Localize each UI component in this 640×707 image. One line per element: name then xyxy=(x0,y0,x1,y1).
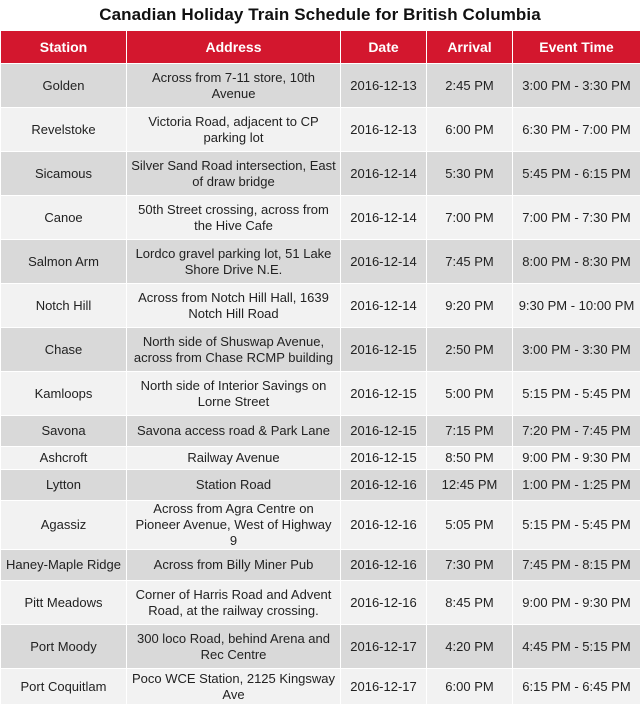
cell-arrival: 9:20 PM xyxy=(427,284,513,328)
cell-arrival: 7:15 PM xyxy=(427,416,513,447)
cell-station: Kamloops xyxy=(1,372,127,416)
cell-arrival: 12:45 PM xyxy=(427,470,513,501)
cell-arrival: 5:05 PM xyxy=(427,501,513,550)
cell-date: 2016-12-17 xyxy=(341,669,427,705)
table-row xyxy=(1,64,640,108)
cell-arrival: 2:50 PM xyxy=(427,328,513,372)
cell-date: 2016-12-17 xyxy=(341,625,427,669)
cell-event-time: 5:15 PM - 5:45 PM xyxy=(513,372,640,416)
table-row xyxy=(1,372,640,416)
cell-station: Ashcroft xyxy=(1,447,127,470)
cell-arrival: 7:30 PM xyxy=(427,550,513,581)
cell-address: North side of Interior Savings on Lorne Street xyxy=(127,372,341,416)
cell-date: 2016-12-15 xyxy=(341,328,427,372)
cell-date: 2016-12-15 xyxy=(341,416,427,447)
cell-station: Chase xyxy=(1,328,127,372)
table-row xyxy=(1,550,640,581)
cell-address: North side of Shuswap Avenue, across from Chase RCMP building xyxy=(127,328,341,372)
table-row xyxy=(1,240,640,284)
cell-date: 2016-12-13 xyxy=(341,64,427,108)
cell-station: Sicamous xyxy=(1,152,127,196)
cell-address: Poco WCE Station, 2125 Kingsway Ave xyxy=(127,669,341,705)
cell-event-time: 7:00 PM - 7:30 PM xyxy=(513,196,640,240)
table-header-row xyxy=(1,31,640,64)
cell-date: 2016-12-16 xyxy=(341,581,427,625)
cell-address: Station Road xyxy=(127,470,341,501)
cell-address: Across from Notch Hill Hall, 1639 Notch Hill Road xyxy=(127,284,341,328)
header-date: Date xyxy=(341,31,427,64)
cell-arrival: 5:00 PM xyxy=(427,372,513,416)
cell-date: 2016-12-14 xyxy=(341,152,427,196)
cell-arrival: 5:30 PM xyxy=(427,152,513,196)
table-row xyxy=(1,447,640,470)
table-row xyxy=(1,152,640,196)
table-row xyxy=(1,581,640,625)
table-row xyxy=(1,284,640,328)
table-row xyxy=(1,501,640,550)
header-event-time: Event Time xyxy=(513,31,640,64)
cell-event-time: 1:00 PM - 1:25 PM xyxy=(513,470,640,501)
cell-station: Golden xyxy=(1,64,127,108)
table-row xyxy=(1,328,640,372)
cell-station: Notch Hill xyxy=(1,284,127,328)
cell-date: 2016-12-15 xyxy=(341,372,427,416)
cell-date: 2016-12-13 xyxy=(341,108,427,152)
cell-station: Port Moody xyxy=(1,625,127,669)
cell-date: 2016-12-16 xyxy=(341,550,427,581)
cell-station: Pitt Meadows xyxy=(1,581,127,625)
table-row xyxy=(1,625,640,669)
cell-address: 300 loco Road, behind Arena and Rec Centre xyxy=(127,625,341,669)
cell-arrival: 8:45 PM xyxy=(427,581,513,625)
cell-event-time: 3:00 PM - 3:30 PM xyxy=(513,64,640,108)
cell-station: Haney-Maple Ridge xyxy=(1,550,127,581)
cell-arrival: 2:45 PM xyxy=(427,64,513,108)
cell-arrival: 4:20 PM xyxy=(427,625,513,669)
cell-arrival: 6:00 PM xyxy=(427,108,513,152)
cell-event-time: 7:20 PM - 7:45 PM xyxy=(513,416,640,447)
page-title: Canadian Holiday Train Schedule for British Columbia xyxy=(99,5,541,24)
header-arrival: Arrival xyxy=(427,31,513,64)
cell-date: 2016-12-15 xyxy=(341,447,427,470)
table-row xyxy=(1,470,640,501)
cell-event-time: 9:00 PM - 9:30 PM xyxy=(513,447,640,470)
header-address: Address xyxy=(127,31,341,64)
cell-station: Port Coquitlam xyxy=(1,669,127,705)
cell-address: Lordco gravel parking lot, 51 Lake Shore Drive N.E. xyxy=(127,240,341,284)
cell-event-time: 3:00 PM - 3:30 PM xyxy=(513,328,640,372)
table-row xyxy=(1,196,640,240)
cell-station: Salmon Arm xyxy=(1,240,127,284)
cell-event-time: 5:15 PM - 5:45 PM xyxy=(513,501,640,550)
cell-address: Across from Agra Centre on Pioneer Avenue, West of Highway 9 xyxy=(127,501,341,550)
cell-arrival: 7:00 PM xyxy=(427,196,513,240)
table-row xyxy=(1,416,640,447)
cell-address: Corner of Harris Road and Advent Road, at the railway crossing. xyxy=(127,581,341,625)
cell-address: Victoria Road, adjacent to CP parking lot xyxy=(127,108,341,152)
cell-station: Savona xyxy=(1,416,127,447)
cell-arrival: 6:00 PM xyxy=(427,669,513,705)
cell-station: Lytton xyxy=(1,470,127,501)
table-row xyxy=(1,669,640,705)
cell-address: Across from Billy Miner Pub xyxy=(127,550,341,581)
cell-event-time: 8:00 PM - 8:30 PM xyxy=(513,240,640,284)
cell-address: Silver Sand Road intersection, East of draw bridge xyxy=(127,152,341,196)
table-row xyxy=(1,108,640,152)
cell-event-time: 9:30 PM - 10:00 PM xyxy=(513,284,640,328)
cell-date: 2016-12-14 xyxy=(341,284,427,328)
cell-event-time: 7:45 PM - 8:15 PM xyxy=(513,550,640,581)
cell-date: 2016-12-16 xyxy=(341,501,427,550)
cell-event-time: 9:00 PM - 9:30 PM xyxy=(513,581,640,625)
cell-station: Canoe xyxy=(1,196,127,240)
cell-date: 2016-12-16 xyxy=(341,470,427,501)
header-station: Station xyxy=(1,31,127,64)
cell-address: Across from 7-11 store, 10th Avenue xyxy=(127,64,341,108)
cell-address: Railway Avenue xyxy=(127,447,341,470)
cell-station: Revelstoke xyxy=(1,108,127,152)
schedule-table xyxy=(0,30,640,705)
cell-date: 2016-12-14 xyxy=(341,240,427,284)
cell-arrival: 8:50 PM xyxy=(427,447,513,470)
cell-address: Savona access road & Park Lane xyxy=(127,416,341,447)
cell-address: 50th Street crossing, across from the Hive Cafe xyxy=(127,196,341,240)
cell-event-time: 4:45 PM - 5:15 PM xyxy=(513,625,640,669)
cell-arrival: 7:45 PM xyxy=(427,240,513,284)
cell-station: Agassiz xyxy=(1,501,127,550)
cell-event-time: 5:45 PM - 6:15 PM xyxy=(513,152,640,196)
cell-event-time: 6:15 PM - 6:45 PM xyxy=(513,669,640,705)
cell-date: 2016-12-14 xyxy=(341,196,427,240)
cell-event-time: 6:30 PM - 7:00 PM xyxy=(513,108,640,152)
